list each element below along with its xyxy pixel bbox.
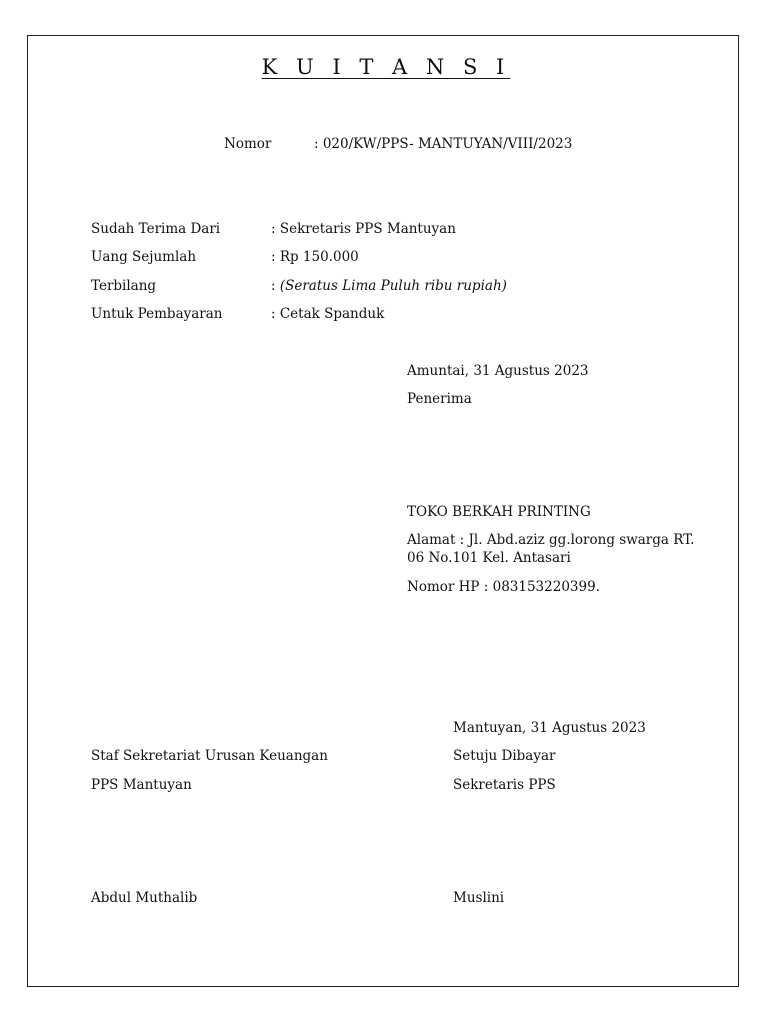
receiver-address: Alamat : Jl. Abd.aziz gg.lorong swarga RT. 06 No.101 Kel. Antasari [407, 532, 695, 566]
field-colon-spelled: : [271, 278, 280, 294]
staff-name: Abdul Muthalib [91, 890, 198, 906]
staff-title-line2: PPS Mantuyan [91, 777, 192, 793]
field-label-purpose: Untuk Pembayaran [91, 306, 223, 322]
field-label-received-from: Sudah Terima Dari [91, 221, 221, 237]
field-value-spelled [271, 277, 507, 295]
approver-name: Muslini [453, 890, 505, 906]
field-label-amount: Uang Sejumlah [91, 249, 197, 265]
field-value-amount: : Rp 150.000 [271, 249, 359, 265]
nomor-value: : 020/KW/PPS- MANTUYAN/VIII/2023 [314, 136, 573, 152]
field-spelled-text: (Seratus Lima Puluh ribu rupiah) [279, 278, 507, 294]
document-title: K U I T A N S I [261, 55, 511, 79]
approver-place-date: Mantuyan, 31 Agustus 2023 [453, 720, 646, 736]
receiver-place-date: Amuntai, 31 Agustus 2023 [407, 363, 589, 379]
receiver-role: Penerima [407, 391, 472, 407]
nomor-label: Nomor [224, 136, 272, 152]
approver-line2: Sekretaris PPS [453, 777, 556, 793]
receiver-phone: Nomor HP : 083153220399. [407, 579, 600, 595]
receipt-page [27, 35, 739, 987]
approver-line1: Setuju Dibayar [453, 748, 556, 764]
field-value-received-from: : Sekretaris PPS Mantuyan [271, 221, 456, 237]
staff-title-line1: Staf Sekretariat Urusan Keuangan [91, 748, 328, 764]
field-value-purpose: : Cetak Spanduk [271, 306, 385, 322]
field-label-spelled: Terbilang [91, 278, 157, 294]
receiver-name: TOKO BERKAH PRINTING [407, 504, 591, 520]
